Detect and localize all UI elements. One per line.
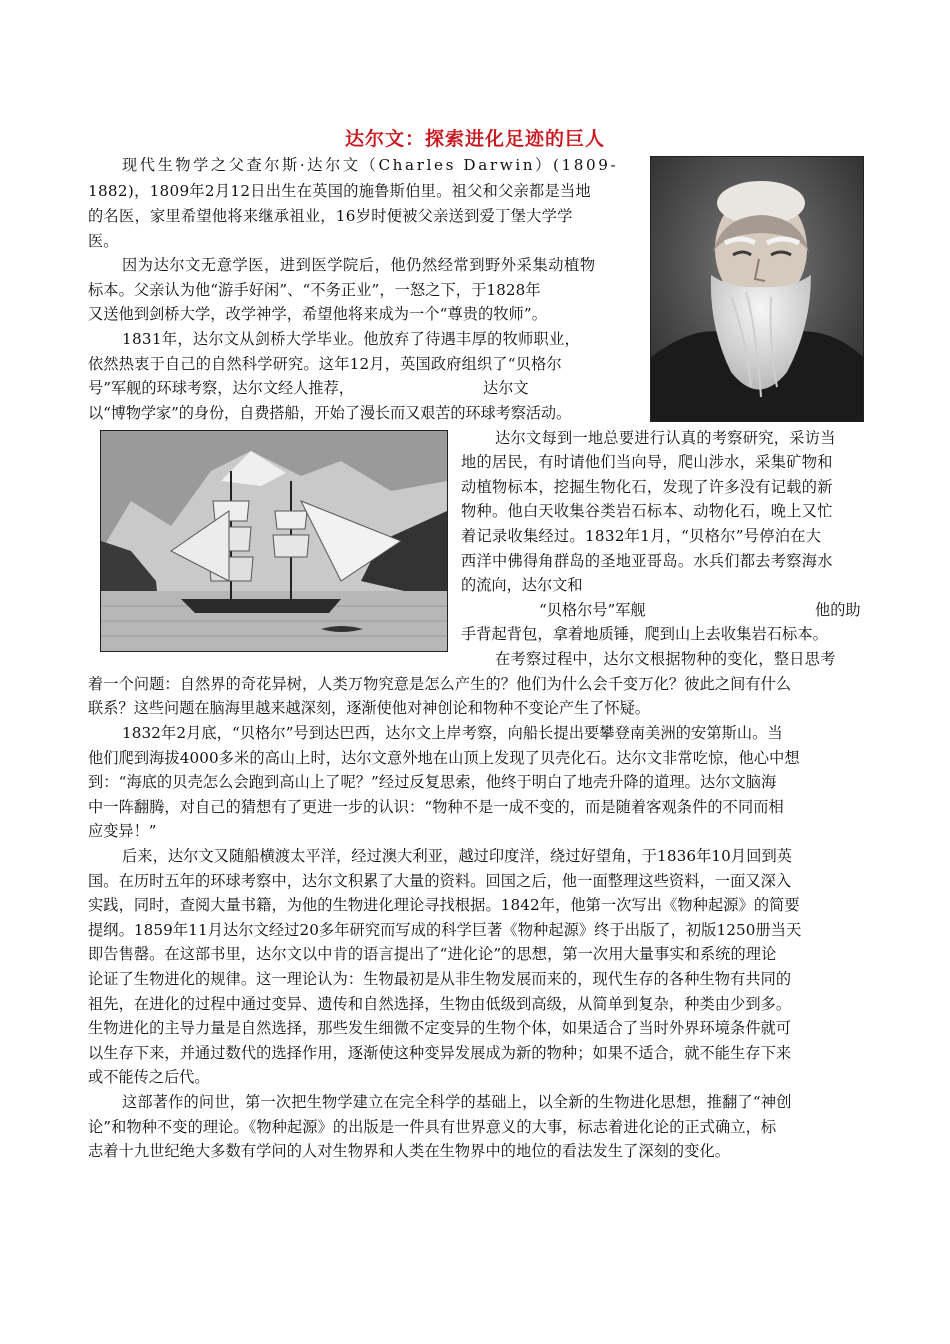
text-line: 标本。父亲认为他“游手好闲”、“不务正业”，一怒之下，于1828年 xyxy=(88,281,541,299)
text-line: 达尔文 xyxy=(483,379,529,397)
darwin-portrait-image xyxy=(650,156,864,422)
text-line: 现代生物学之父查尔斯·达尔文（Charles Darwin）(1809- xyxy=(122,156,619,174)
article-title: 达尔文：探索进化足迹的巨人 xyxy=(344,128,605,150)
image-caption: “贝格尔号”军舰 xyxy=(539,601,646,619)
text-line: 或不能传之后代。 xyxy=(88,1068,210,1086)
text-line: 的名医，家里希望他将来继承祖业，16岁时便被父亲送到爱丁堡大学学 xyxy=(88,207,573,225)
text-line: 他们爬到海拔4000多米的高山上时，达尔文意外地在山顶上发现了贝壳化石。达尔文非常吃惊，他心中想 xyxy=(88,749,800,767)
text-line: 依然热衷于自己的自然科学研究。这年12月，英国政府组织了“贝格尔 xyxy=(88,355,562,373)
text-line: 国。在历时五年的环球考察中，达尔文积累了大量的资料。回国之后，他一面整理这些资料，一面又深入 xyxy=(88,872,792,890)
text-line: 医。 xyxy=(88,232,119,250)
text-line: 着记录收集经过。1832年1月，“贝格尔”号停泊在大 xyxy=(461,527,822,545)
text-line: 手背起背包，拿着地质锤，爬到山上去收集岩石标本。 xyxy=(461,625,828,643)
text-line: 实践，同时，查阅大量书籍，为他的生物进化理论寻找根据。1842年，他第一次写出《物种起源》的简要 xyxy=(88,896,800,914)
text-line: 生物进化的主导力量是自然选择，那些发生细微不定变异的生物个体，如果适合了当时外界环境条件就可 xyxy=(88,1019,792,1037)
text-line: 又送他到剑桥大学，改学神学，希望他将来成为一个“尊贵的牧师”。 xyxy=(88,305,548,323)
text-line: 以“博物学家”的身份，自费搭船，开始了漫长而又艰苦的环球考察活动。 xyxy=(88,404,572,422)
text-line: 1832年2月底，“贝格尔”号到达巴西，达尔文上岸考察，向船长提出要攀登南美洲的安第斯山。当 xyxy=(122,724,783,742)
text-line: 论”和物种不变的理论。《物种起源》的出版是一件具有世界意义的大事，标志着进化论的正式确立，标 xyxy=(88,1118,777,1136)
text-line: 的流向，达尔文和 xyxy=(461,576,583,594)
text-line: 到：“海底的贝壳怎么会跑到高山上了呢？”经过反复思索，他终于明白了地壳升降的道理。达尔文脑海 xyxy=(88,773,777,791)
text-line: 西洋中佛得角群岛的圣地亚哥岛。水兵们都去考察海水 xyxy=(461,552,833,570)
text-line: 论证了生物进化的规律。这一理论认为：生物最初是从非生物发展而来的，现代生存的各种生物有共同的 xyxy=(88,970,792,988)
text-line: 因为达尔文无意学医，进到医学院后，他仍然经常到野外采集动植物 xyxy=(122,256,596,274)
text-line: 他的助 xyxy=(815,601,861,619)
text-line: 祖先，在进化的过程中通过变异、遗传和自然选择，生物由低级到高级，从简单到复杂，种类由少到多。 xyxy=(88,995,792,1013)
text-line: 应变异！” xyxy=(88,822,157,840)
text-line: 达尔文每到一地总要进行认真的考察研究，采访当 xyxy=(495,429,836,447)
text-line: 这部著作的问世，第一次把生物学建立在完全科学的基础上，以全新的生物进化思想，推翻了“神创 xyxy=(122,1093,792,1111)
ship-drawing xyxy=(101,431,447,651)
portrait-drawing xyxy=(651,157,863,421)
text-line: 着一个问题：自然界的奇花异树，人类万物究意是怎么产生的？他们为什么会千变万化？彼此之间有什么 xyxy=(88,675,792,693)
text-line: 1882)，1809年2月12日出生在英国的施鲁斯伯里。祖父和父亲都是当地 xyxy=(88,182,592,200)
text-line: 提纲。1859年11月达尔文经过20多年研究而写成的科学巨著《物种起源》终于出版了，初版1250册当天 xyxy=(88,921,802,939)
text-line: 联系？这些问题在脑海里越来越深刻，逐渐使他对神创论和物种不变论产生了怀疑。 xyxy=(88,699,650,717)
beagle-ship-image xyxy=(100,430,448,652)
text-line: 后来，达尔文又随船横渡太平洋，经过澳大利亚，越过印度洋，绕过好望角，于1836年10月回到英 xyxy=(122,847,793,865)
text-line: 以生存下来，并通过数代的选择作用，逐渐使这种变异发展成为新的物种；如果不适合，就不能生存下来 xyxy=(88,1044,792,1062)
text-line: 中一阵翻腾，对自己的猜想有了更进一步的认识：“物种不是一成不变的，而是随着客观条件的不同而相 xyxy=(88,798,784,816)
text-line: 志着十九世纪绝大多数有学问的人对生物界和人类在生物界中的地位的看法发生了深刻的变化。 xyxy=(88,1142,731,1160)
text-line: 物种。他白天收集谷类岩石标本、动物化石，晚上又忙 xyxy=(461,502,833,520)
text-line: 1831年，达尔文从剑桥大学毕业。他放弃了待遇丰厚的牧师职业， xyxy=(122,330,581,348)
text-line: 地的居民，有时请他们当向导，爬山涉水，采集矿物和 xyxy=(461,453,833,471)
text-line: 在考察过程中，达尔文根据物种的变化，整日思考 xyxy=(495,650,836,668)
text-line: 即告售罄。在这部书里，达尔文以中肯的语言提出了“进化论”的思想，第一次用大量事实和系统的理论 xyxy=(88,945,777,963)
text-line: 号”军舰的环球考察，达尔文经人推荐， xyxy=(88,379,354,397)
text-line: 动植物标本，挖掘生物化石，发现了许多没有记载的新 xyxy=(461,478,833,496)
